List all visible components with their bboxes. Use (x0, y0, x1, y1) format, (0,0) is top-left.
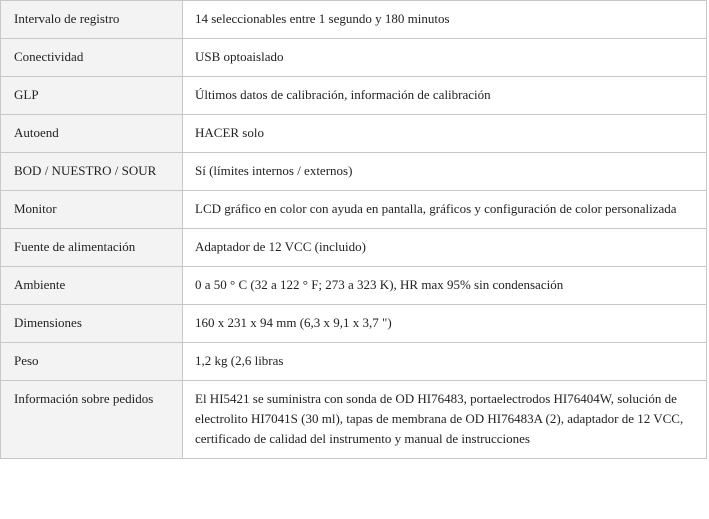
spec-label: Información sobre pedidos (1, 381, 183, 459)
spec-value: Adaptador de 12 VCC (incluido) (183, 229, 707, 267)
spec-value: Sí (límites internos / externos) (183, 153, 707, 191)
spec-value: 0 a 50 ° C (32 a 122 ° F; 273 a 323 K), HR max 95% sin condensación (183, 267, 707, 305)
spec-label: Ambiente (1, 267, 183, 305)
spec-value: 160 x 231 x 94 mm (6,3 x 9,1 x 3,7 ") (183, 305, 707, 343)
table-row (1, 381, 707, 459)
table-row (1, 191, 707, 229)
table-row (1, 343, 707, 381)
spec-label: Intervalo de registro (1, 1, 183, 39)
spec-label: Peso (1, 343, 183, 381)
spec-value: USB optoaislado (183, 39, 707, 77)
table-row (1, 1, 707, 39)
spec-label: Monitor (1, 191, 183, 229)
table-row (1, 153, 707, 191)
spec-value: 1,2 kg (2,6 libras (183, 343, 707, 381)
spec-value: LCD gráfico en color con ayuda en pantalla, gráficos y configuración de color personalizada (183, 191, 707, 229)
spec-label: BOD / NUESTRO / SOUR (1, 153, 183, 191)
spec-value: El HI5421 se suministra con sonda de OD HI76483, portaelectrodos HI76404W, solución de electrolito HI7041S (30 ml), tapas de membrana de OD HI76483A (2), adaptador de 12 VCC, certificado de calidad del instrumento y manual de instrucciones (183, 381, 707, 459)
table-row (1, 229, 707, 267)
table-row (1, 115, 707, 153)
spec-value: Últimos datos de calibración, información de calibración (183, 77, 707, 115)
table-row (1, 39, 707, 77)
spec-label: Dimensiones (1, 305, 183, 343)
spec-value: HACER solo (183, 115, 707, 153)
spec-label: Autoend (1, 115, 183, 153)
spec-label: Fuente de alimentación (1, 229, 183, 267)
table-row (1, 77, 707, 115)
spec-label: GLP (1, 77, 183, 115)
table-row (1, 267, 707, 305)
table-row (1, 305, 707, 343)
spec-value: 14 seleccionables entre 1 segundo y 180 minutos (183, 1, 707, 39)
spec-label: Conectividad (1, 39, 183, 77)
